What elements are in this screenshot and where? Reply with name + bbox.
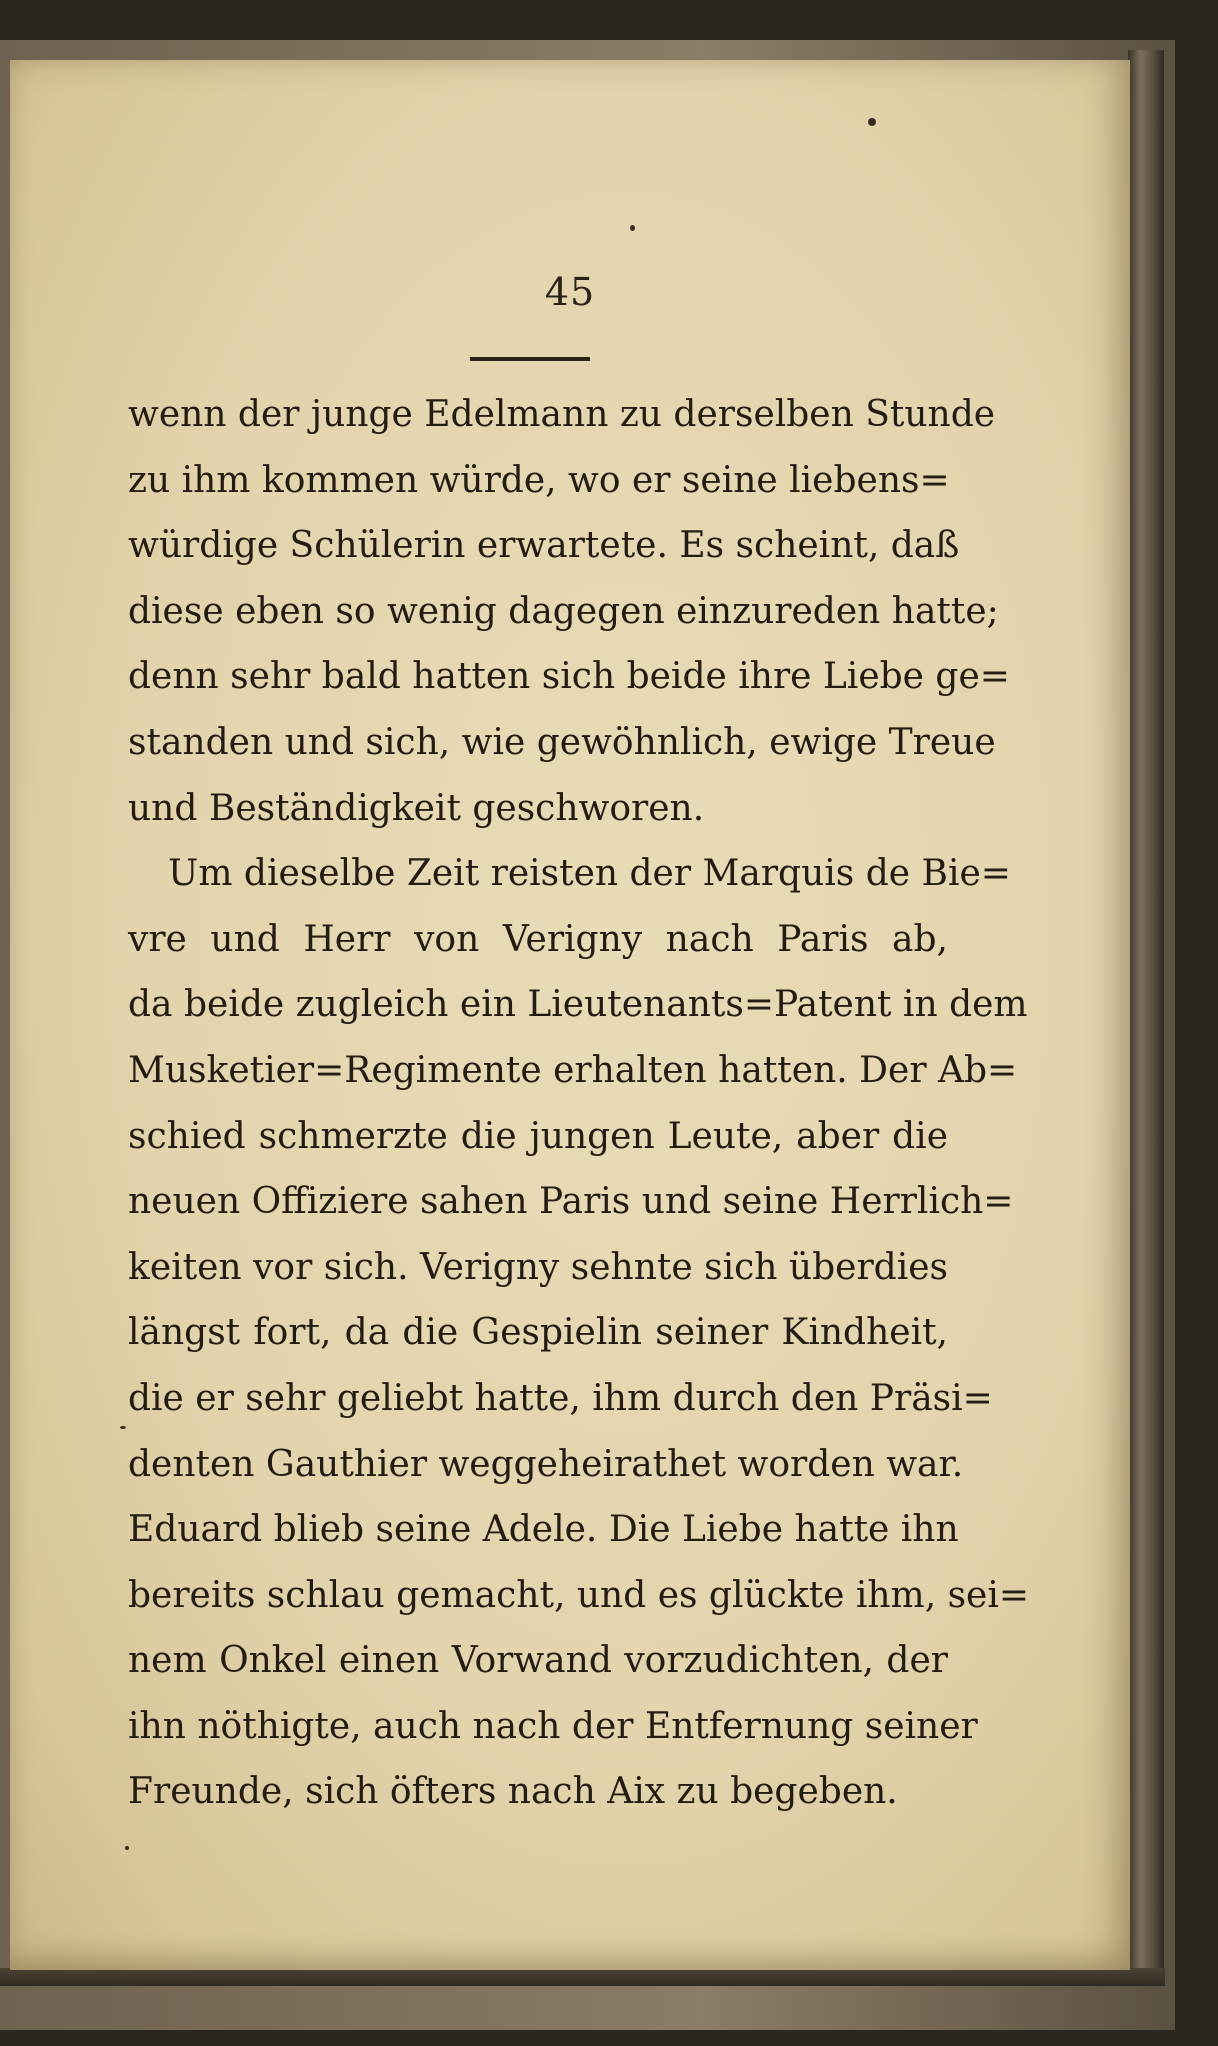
text-line: schied schmerzte die jungen Leute, aber die (128, 1115, 948, 1157)
text-line: diese eben so wenig dagegen einzureden hatte; (128, 590, 999, 632)
page-number: 45 (544, 270, 596, 314)
text-line: da beide zugleich ein Lieutenants=Patent in dem (128, 984, 1028, 1026)
page-edge-bottom (0, 1968, 1165, 1986)
text-line: und Beständigkeit geschworen. (128, 787, 705, 829)
page-edge (1128, 50, 1164, 1980)
text-line: Eduard blieb seine Adele. Die Liebe hatte ihn (128, 1509, 959, 1551)
header-rule (470, 357, 590, 361)
text-line: denn sehr bald hatten sich beide ihre Liebe ge= (128, 656, 1010, 698)
text-line: standen und sich, wie gewöhnlich, ewige Treue (128, 721, 996, 763)
text-line: würdige Schülerin erwartete. Es scheint, daß (128, 525, 960, 567)
text-line: längst fort, da die Gespielin seiner Kindheit, (128, 1312, 948, 1354)
paper-speck (630, 225, 635, 231)
text-line: wenn der junge Edelmann zu derselben Stunde (128, 394, 996, 435)
text-line: bereits schlau gemacht, und es glückte ihm, sei= (128, 1574, 1030, 1616)
text-line: Freunde, sich öfters nach Aix zu begeben. (128, 1771, 898, 1813)
paper-speck (125, 1846, 129, 1850)
text-line: Um dieselbe Zeit reisten der Marquis de Bie= (168, 853, 1011, 895)
paper-speck (120, 1426, 126, 1429)
book-page (10, 60, 1130, 1970)
text-line: nem Onkel einen Vorwand vorzudichten, der (128, 1640, 948, 1682)
paper-speck (868, 118, 876, 126)
text-line: die er sehr geliebt hatte, ihm durch den Präsi= (128, 1377, 993, 1419)
text-line: ihn nöthigte, auch nach der Entfernung seiner (128, 1705, 978, 1747)
text-line: zu ihm kommen würde, wo er seine liebens= (128, 459, 950, 501)
text-line: keiten vor sich. Verigny sehnte sich überdies (128, 1246, 948, 1288)
text-line: denten Gauthier weggeheirathet worden war. (128, 1443, 964, 1485)
body-text (128, 382, 1030, 1825)
text-line: vre und Herr von Verigny nach Paris ab, (128, 918, 948, 960)
text-line: neuen Offiziere sahen Paris und seine Herrlich= (128, 1181, 1014, 1223)
text-line: Musketier=Regimente erhalten hatten. Der Ab= (128, 1049, 1018, 1091)
